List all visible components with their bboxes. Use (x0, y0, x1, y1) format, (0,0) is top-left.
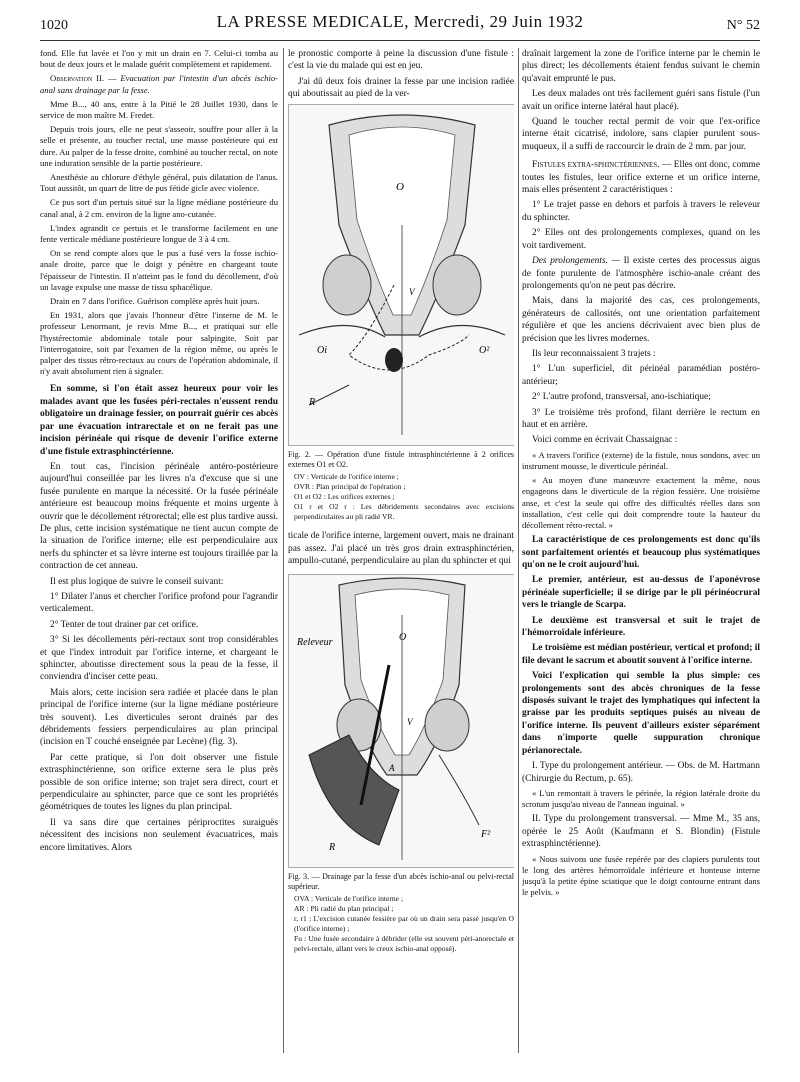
figure-caption: Fig. 3. — Drainage par la fesse d'un abcès ischio-anal ou pelvi-rectal supérieur. (288, 871, 514, 892)
paragraph: J'ai dû deux fois drainer la fesse par une incision radiée qui aboutissait au pied de la ver- (288, 76, 514, 100)
list-item: 2° Tenter de tout drainer par cet orifice. (50, 619, 199, 630)
observation-title: Evacuation par l'intestin d'un abcès ischio-anal sans drainage par la fesse. (40, 73, 278, 95)
paragraph: Anesthésie au chlorure d'éthyle général, puis dilatation de l'anus. Tout aussitôt, un quart de litre de pus fétide gicle avec violence. (40, 172, 278, 194)
list-item: 1° Dilater l'anus et chercher l'orifice profond pour l'agrandir verticalement. (40, 591, 278, 615)
page-number: 1020 (40, 18, 68, 33)
paragraph: fond. Elle fut lavée et l'on y mit un drain en 7. Celui-ci tomba au bout de deux jours et le malade guérit complètement et rapidement. (40, 48, 278, 70)
list-item: 1° L'un superficiel, dit périnéal paramédian postéro-antérieur; (522, 364, 760, 387)
column-1 (40, 48, 278, 1058)
paragraph: le pronostic comporte à peine la discussion d'une fistule : c'est la vie du malade qui est en jeu. (288, 49, 514, 72)
observation-label: Observation II. — (50, 73, 121, 84)
paragraph: Quand le toucher rectal permit de voir que l'ex-orifice interne était cicatrisé, indolore, sans clapier purulent sous-muqueux, il a suffi de raccourcir le drain de 2 mm. par jour. (522, 117, 760, 152)
page-header (40, 12, 760, 36)
subsection-text: Il existe certes des processus aigus de fonte purulente de l'atmosphère ischio-anale créant des prolongements qu'on ne peut pas décrire. (522, 256, 760, 291)
figure-label: O (396, 180, 404, 193)
paragraph: En tout cas, l'incision périnéale antéro-postérieure aujourd'hui conseillée par les livres n'a d'excuse que si une fusée purulente en marque la nécessité. Or la fusée périnéale antérieure est beaucoup moins fréquente et moins urgente à ouvrir que le décollement rétrorectal; elle est plus tardive aussi. De plus, cette incision systématique ne tient aucun compte de la situation de l'orifice interne; elle est perpendiculaire aux nerfs du sphincter et sa lèvre interne est toujours tiraillée par la contraction de cet anneau. (40, 461, 278, 572)
quotation: « Nous suivons une fusée repérée par des clapiers purulents tout le long des artères hémorroïdale inférieure et honteuse interne jusqu'à la petite épine sciatique que le doigt contourne entrant dans le pelvis. » (522, 853, 760, 898)
paragraph: La caractéristique de ces prolongements est donc qu'ils sont parfaitement orientés et beaucoup plus systématiques qu'on ne le croit aujourd'hui. (522, 535, 760, 571)
paragraph: Le deuxième est transversal et suit le trajet de l'hémorroïdale inférieure. (522, 615, 760, 639)
observation-heading (40, 73, 278, 95)
paragraph: Voici l'explication qui semble la plus simple: ces prolongements sont des abcès chroniques de la fesse disposés suivant le trajet des lymphatiques qui infectent la graisse par les produits septiques puisés au niveau de l'orifice interne. Ils peuvent d'ailleurs exister séparément dans n'importe quelle suppuration chronique périanorectale. (522, 671, 760, 756)
figure-legend (294, 472, 514, 522)
section-text: Elles ont donc, comme toutes les fistules, leur orifice externe et un orifice interne, mais elles présentent 2 caractéristiques : (522, 160, 760, 196)
anatomical-diagram (289, 575, 514, 867)
paragraph: Depuis trois jours, elle ne peut s'asseoir, souffre pour aller à la selle et présente, au toucher rectal, une masse postérieure qui est dure. Au palper de la fesse droite, combiné au toucher rectal, on note une induration sensible de la partie postérieure. (40, 124, 278, 168)
paragraph: Mais alors, cette incision sera radiée et placée dans le plan principal de l'orifice interne (sur la ligne médiane postérieure très souvent). Les diverticules seront drainés par des débridements fessiers perpendiculaires au plan principal (incision en T couché enseignée par Lecène) (fig. 3). (40, 687, 278, 748)
paragraph: En somme, si l'on était assez heureux pour voir les malades avant que les fusées péri-rectales n'eussent rendu obligatoire un drainage fessier, on pourrait guérir ces abcès par une évacuation intrarectale et on ne ferait pas une incision périnéale qui risque de devenir l'orifice externe d'une fistule extrasphinctérienne. (40, 384, 278, 457)
paragraph: ticale de l'orifice interne, largement ouvert, mais ne drainant pas assez. J'ai placé un très gros drain extrasphinctérien, ampullo-cutané, perpendiculaire au plan du sphincter et qui (288, 531, 514, 567)
paragraph: draînait largement la zone de l'orifice interne par le chemin le plus direct; les décollements étaient fendus suivant le chemin qu'avait emprunté le pus. (522, 49, 760, 84)
paragraph: Il est plus logique de suivre le conseil suivant: (50, 576, 224, 587)
legend-item: OV : Verticale de l'orifice interne ; (294, 472, 399, 482)
paragraph: Le premier, antérieur, est au-dessus de l'aponévrose périnéale superficielle; il se dirige par le pli périnéocrural vers le triangle de Scarpa. (522, 575, 760, 611)
legend-item: Fu : Une fusée secondaire à débrider (elle est souvent péri-anorectale et pelvi-rectale, allant vers le creux ischio-anal opposé). (294, 934, 514, 954)
paragraph: Ce pus sort d'un pertuis situé sur la ligne médiane postérieure du canal anal, à 2 cm. environ de la ligne ano-cutanée. (40, 197, 278, 219)
figure-label: Oi (317, 344, 327, 356)
paragraph: I. Type du prolongement antérieur. — Obs. de M. Hartmann (Chirurgie du Rectum, p. 65). (522, 761, 760, 784)
column-divider (518, 48, 519, 1053)
paragraph: En 1931, alors que j'avais l'honneur d'être l'interne de M. le professeur Lenormant, je revis Mme B..., et pratiquai sur elle l'hystérectomie abdominale totale pour salpingite. Soit par l'interrogatoire, soit par l'examen de la région même, ou après le palper des tissus rétro-rectaux au cours de l'opération abdominale, il n'y avait absolument rien à signaler. (40, 310, 278, 377)
legend-item: AR : Pli radié du plan principal ; (294, 904, 394, 914)
column-2 (288, 48, 514, 1058)
header-rule (40, 40, 760, 41)
column-3 (522, 48, 760, 1058)
list-item: 2° L'autre profond, transversal, ano-ischiatique; (532, 392, 711, 403)
section-label: Fistules extra-sphinctériennes. — (532, 160, 674, 171)
figure-label: O (399, 631, 407, 643)
masthead: LA PRESSE MEDICALE, Mercredi, 29 Juin 1932 (216, 12, 584, 31)
figure-label: V (407, 716, 413, 727)
list-item: 3° Le troisième très profond, filant derrière le rectum en haut et en arrière. (522, 407, 760, 430)
legend-item: r, r1 : L'excision cutanée fessière par où un drain sera passé jusqu'en O (l'orifice interne) ; (294, 914, 514, 934)
paragraph: Le troisième est médian postérieur, vertical et profond; il file devant le sacrum et aboutit souvent à l'orifice interne. (522, 643, 760, 666)
legend-item: O1 r et O2 r : Les débridements secondaires avec excisions perpendiculaires au pli radié VR. (294, 502, 514, 522)
paragraph: Ils leur reconnaissaient 3 trajets : (532, 348, 656, 359)
paragraph: Mme B..., 40 ans, entre à la Pitié le 28 Juillet 1930, dans le service de mon maître M. Fredet. (40, 98, 278, 121)
figure-label: A (389, 762, 395, 773)
paragraph: L'index agrandit ce pertuis et le transforme facilement en une fente verticale médiane postérieure longue de 3 à 4 cm. (40, 222, 278, 245)
subsection (522, 255, 760, 292)
list-item: 1° Le trajet passe en dehors et parfois à travers le releveur du sphincter. (522, 200, 760, 223)
legend-item: O1 et O2 : Les orifices externes ; (294, 492, 395, 502)
paragraph: Il va sans dire que certaines périproctites suraiguës nécessitent des incisions non seulement évacuatrices, mais encore limitatives. Alors (40, 817, 278, 853)
list-item: 3° Si les décollements péri-rectaux sont trop considérables et que l'index introduit par l'orifice interne, et chargeant le sphincter, aboutisse directement sous la peau de la fesse, il conviendra d'inciser cette peau. (40, 635, 278, 683)
paragraph: Par cette pratique, si l'on doit observer une fistule extrasphinctérienne, son orifice externe sera le plus près possible de son orifice interne; son trajet sera direct, court et perpendiculaire au sphincter, parce que ce sont les propriétés géométriques de toutes les lignes du plan principal. (40, 752, 278, 813)
quotation: « Au moyen d'une manœuvre exactement la même, nous engageons dans le diverticule de la région fessière. Une troisième anse, et c'est la seule qui offre des difficultés réelles dans son installation, c'est celle qui doit comprendre toute la hauteur du décollement rétro-rectal. » (522, 475, 760, 530)
paragraph: On se rend compte alors que le pus a fusé vers la fosse ischio-anale droite, parce que le doigt y pénètre en chargeant toute l'épaisseur de l'intestin. Il n'atteint pas le fond du décollement, d'où un lavage expulse une masse de tissu sphacélique. (40, 248, 278, 292)
figure-label: R (329, 841, 336, 853)
paragraph: II. Type du prolongement transversal. — Mme M., 35 ans, opérée le 25 Août (Kaufmann et S. Blondin) (Fistule extrasphinctérienne). (522, 814, 760, 850)
paragraph: Les deux malades ont très facilement guéri sans fistule (l'un avait un orifice interne latéral haut placé). (522, 89, 760, 112)
figure-label: O² (479, 344, 490, 356)
list-item: 2° Elles ont des prolongements complexes, quand on les voit tardivement. (522, 228, 760, 251)
figure-label: Releveur (297, 636, 333, 648)
anatomical-diagram (289, 105, 514, 445)
figure-label: F² (481, 828, 491, 840)
paragraph: Voici comme en écrivait Chassaignac : (532, 435, 678, 446)
paragraph: Mais, dans la majorité des cas, ces prolongements, générateurs de callosités, ont une orientation parfaitement régulière et que les anciens décrivaient avec bien plus de précision que les livres modernes. (522, 296, 760, 344)
figure-label: V (409, 286, 415, 297)
figure-label: R (309, 396, 316, 408)
legend-item: OVA : Verticale de l'orifice interne ; (294, 894, 404, 904)
quotation: « L'un remontait à travers le périnée, la région latérale droite du scrotum jusqu'au niveau de l'anneau inguinal. » (522, 787, 760, 810)
issue-number: N° 52 (726, 18, 760, 33)
column-divider (283, 48, 284, 1053)
legend-item: OVR : Plan principal de l'opération ; (294, 482, 406, 492)
figure-3 (288, 574, 514, 868)
figure-caption: Fig. 2. — Opération d'une fistule intrasphinctérienne à 2 orifices externes O1 et O2. (288, 449, 514, 470)
figure-2 (288, 104, 514, 446)
quotation: « A travers l'orifice (externe) de la fistule, nous sondons, avec un instrument mousse, le diverticule périnéal. (522, 449, 760, 471)
paragraph: Drain en 7 dans l'orifice. Guérison complète après huit jours. (50, 296, 260, 307)
figure-legend (294, 894, 514, 954)
subsection-label: Des prolongements. — (532, 256, 624, 267)
section-heading (522, 159, 760, 196)
